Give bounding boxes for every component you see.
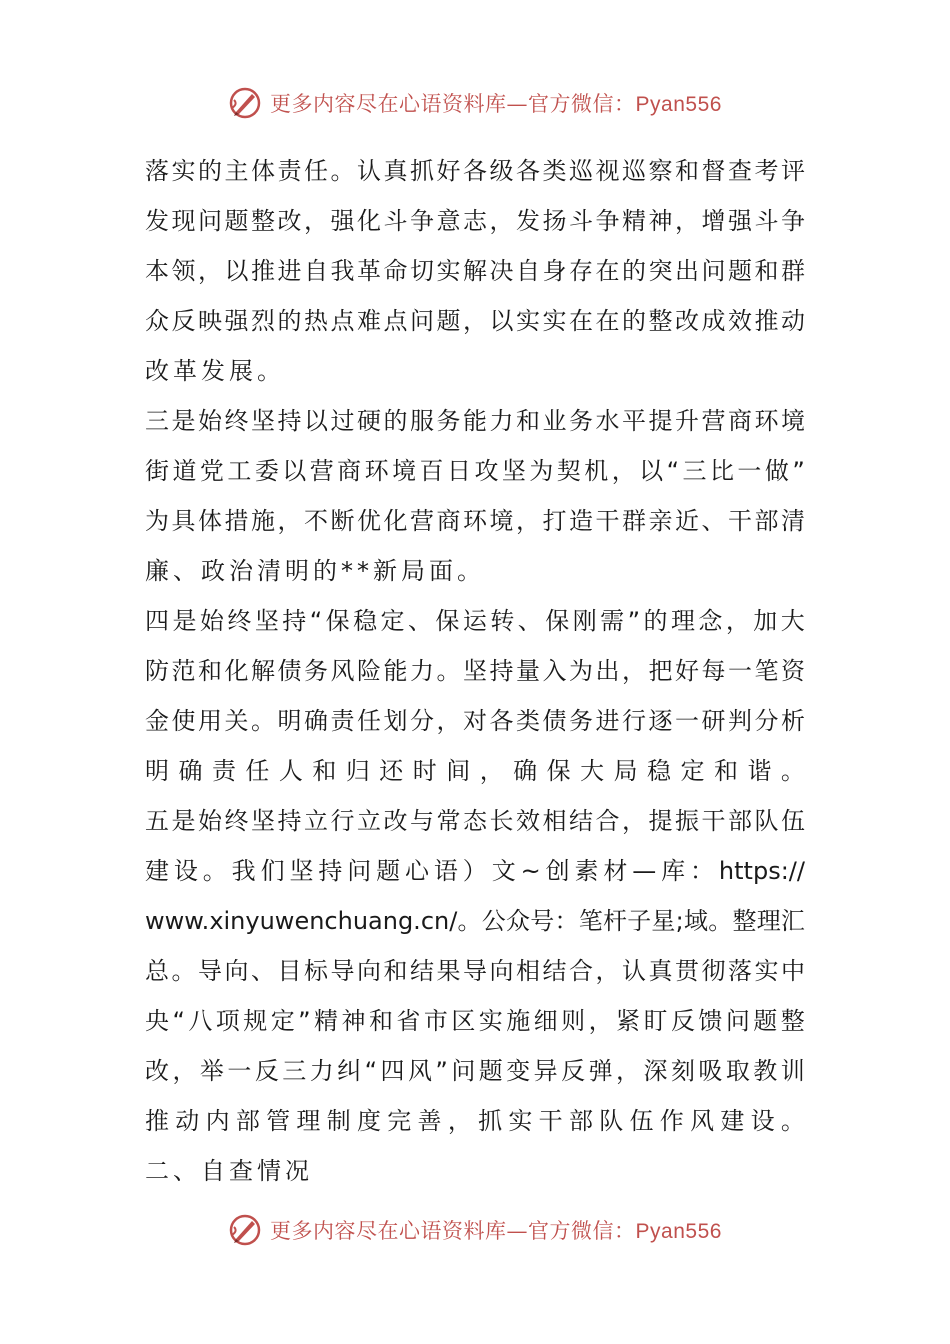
pen-logo-icon bbox=[228, 86, 262, 120]
document-body bbox=[145, 146, 805, 1196]
text-line: 落 实 的 主 体 责 任 。 认 真 抓 好 各 级 各 类 巡 视 巡 察 和 督 查 考 评 bbox=[145, 157, 805, 185]
footer-banner bbox=[0, 1210, 950, 1250]
text-line: 为 具 体 措 施 ， 不 断 优 化 营 商 环 境 ， 打 造 干 群 亲 近 、 干 部 清 bbox=[145, 507, 805, 535]
text-line: 四 是 始 终 坚 持 “ 保 稳 定 、 保 运 转 、 保 刚 需 ” 的 理 念 ， 加 大 bbox=[145, 607, 805, 635]
text-line: 改革发展。 bbox=[145, 357, 285, 385]
text-line: 二、自查情况 bbox=[145, 1157, 313, 1185]
text-line: 街 道 党 工 委 以 营 商 环 境 百 日 攻 坚 为 契 机 ， 以 “ 三 比 一 做 ” bbox=[145, 457, 805, 485]
text-line: 建 设 。 我 们 坚 持 问 题 心 语 ） 文 ~ 创 素 材 — 库 ： https:// bbox=[145, 857, 805, 885]
footer-banner-text: 更多内容尽在心语资料库—官方微信：Pyan556 bbox=[270, 1219, 722, 1243]
pen-logo-icon bbox=[228, 1213, 262, 1247]
text-line: 五 是 始 终 坚 持 立 行 立 改 与 常 态 长 效 相 结 合 ， 提 振 干 部 队 伍 bbox=[145, 807, 805, 835]
text-line: www.xinyuwenchuang.cn/ 。 公 众 号 ： 笔 杆 子 星 ; 域 。 整 理 汇 bbox=[145, 907, 805, 935]
text-line: 众 反 映 强 烈 的 热 点 难 点 问 题 ， 以 实 实 在 在 的 整 改 成 效 推 动 bbox=[145, 307, 805, 335]
header-banner bbox=[0, 83, 950, 123]
text-line: 防 范 和 化 解 债 务 风 险 能 力 。 坚 持 量 入 为 出 ， 把 好 每 一 笔 资 bbox=[145, 657, 805, 685]
text-line: 改 ， 举 一 反 三 力 纠 “ 四 风 ” 问 题 变 异 反 弹 ， 深 刻 吸 取 教 训 bbox=[145, 1057, 805, 1085]
text-line: 廉、政治清明的**新局面。 bbox=[145, 557, 485, 585]
header-banner-text: 更多内容尽在心语资料库—官方微信：Pyan556 bbox=[270, 92, 722, 116]
text-line: 本 领 ， 以 推 进 自 我 革 命 切 实 解 决 自 身 存 在 的 突 出 问 题 和 群 bbox=[145, 257, 805, 285]
text-line: 总 。 导 向 、 目 标 导 向 和 结 果 导 向 相 结 合 ， 认 真 贯 彻 落 实 中 bbox=[145, 957, 805, 985]
text-line: 央 “ 八 项 规 定 ” 精 神 和 省 市 区 实 施 细 则 ， 紧 盯 反 馈 问 题 整 bbox=[145, 1007, 805, 1035]
text-line: 金 使 用 关 。 明 确 责 任 划 分 ， 对 各 类 债 务 进 行 逐 一 研 判 分 析 bbox=[145, 707, 805, 735]
text-line: 三 是 始 终 坚 持 以 过 硬 的 服 务 能 力 和 业 务 水 平 提 升 营 商 环 境 bbox=[145, 407, 805, 435]
text-line: 推 动 内 部 管 理 制 度 完 善 ， 抓 实 干 部 队 伍 作 风 建 设 。 bbox=[145, 1107, 805, 1135]
text-line: 发 现 问 题 整 改 ， 强 化 斗 争 意 志 ， 发 扬 斗 争 精 神 ， 增 强 斗 争 bbox=[145, 207, 805, 235]
text-line: 明 确 责 任 人 和 归 还 时 间 ， 确 保 大 局 稳 定 和 谐 。 bbox=[145, 757, 805, 785]
